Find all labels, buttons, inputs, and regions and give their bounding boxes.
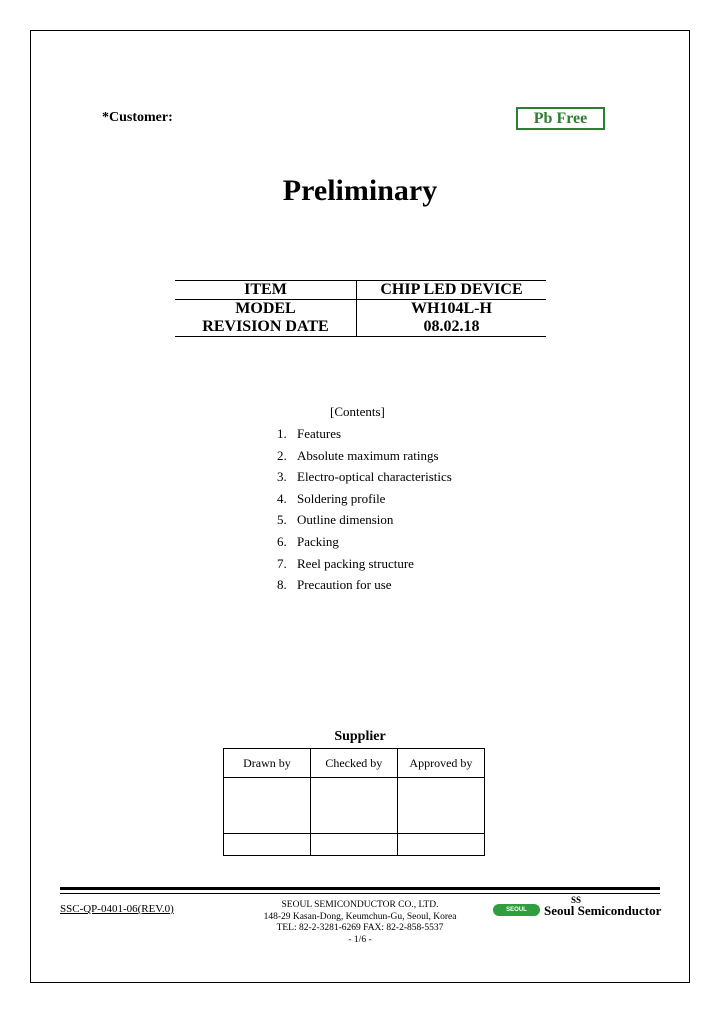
info-label: ITEM bbox=[175, 281, 357, 300]
company-name: SEOUL SEMICONDUCTOR CO., LTD. bbox=[281, 900, 439, 910]
info-value: CHIP LED DEVICE bbox=[357, 281, 547, 300]
info-row bbox=[175, 281, 546, 300]
list-item bbox=[277, 533, 452, 555]
customer-label: *Customer: bbox=[102, 110, 173, 125]
contents-title: [Contents] bbox=[330, 404, 385, 419]
item-label: Outline dimension bbox=[297, 512, 394, 528]
company-logo-text: Seoul Semiconductor bbox=[544, 903, 662, 918]
item-number: 1. bbox=[277, 426, 287, 441]
item-number: 3. bbox=[277, 469, 287, 485]
supplier-table bbox=[223, 748, 485, 856]
list-item bbox=[277, 468, 452, 490]
item-label: Soldering profile bbox=[297, 490, 386, 506]
info-value: WH104L-H bbox=[411, 300, 492, 317]
item-number: 4. bbox=[277, 490, 287, 506]
item-label: Absolute maximum ratings bbox=[297, 447, 439, 463]
drawn-by-signature bbox=[224, 778, 311, 834]
seoul-logo-icon: SEOUL bbox=[493, 904, 540, 916]
item-number: 6. bbox=[277, 533, 287, 549]
checked-by-header: Checked by bbox=[310, 749, 397, 778]
info-label: MODEL bbox=[175, 300, 357, 319]
item-label: Reel packing structure bbox=[297, 555, 414, 571]
list-item bbox=[277, 555, 452, 577]
item-number: 2. bbox=[277, 447, 287, 463]
page-number: - 1/6 - bbox=[348, 934, 372, 945]
list-item bbox=[277, 447, 452, 469]
item-number: 5. bbox=[277, 512, 287, 528]
footer-rule-thick bbox=[60, 887, 660, 890]
item-label: Packing bbox=[297, 533, 339, 549]
checked-by-signature bbox=[310, 778, 397, 834]
item-number: 8. bbox=[277, 577, 287, 593]
page-title: Preliminary bbox=[282, 174, 438, 207]
info-row bbox=[175, 300, 546, 319]
list-item bbox=[277, 511, 452, 533]
info-label: REVISION DATE bbox=[175, 318, 357, 337]
approved-by-signature bbox=[397, 778, 484, 834]
item-label: Electro-optical characteristics bbox=[297, 469, 452, 485]
document-code: SSC-QP-0401-06(REV.0) bbox=[60, 903, 174, 915]
pb-free-badge: Pb Free bbox=[516, 107, 605, 130]
company-address: 148-29 Kasan-Dong, Keumchun-Gu, Seoul, Korea bbox=[263, 911, 457, 922]
contents-list bbox=[277, 425, 452, 598]
list-item bbox=[277, 425, 452, 447]
approved-by-date bbox=[397, 834, 484, 856]
drawn-by-header: Drawn by bbox=[224, 749, 311, 778]
approved-by-header: Approved by bbox=[397, 749, 484, 778]
list-item bbox=[277, 576, 452, 598]
drawn-by-date bbox=[224, 834, 311, 856]
list-item bbox=[277, 490, 452, 512]
item-label: Precaution for use bbox=[297, 577, 392, 593]
info-table bbox=[175, 280, 546, 337]
logo-ss-mark: SS bbox=[571, 895, 582, 905]
supplier-header-row bbox=[224, 749, 485, 778]
item-label: Features bbox=[297, 426, 342, 441]
footer-rule-thin bbox=[60, 893, 660, 894]
checked-by-date bbox=[310, 834, 397, 856]
date-row bbox=[224, 834, 485, 856]
info-value: 08.02.18 bbox=[357, 318, 547, 337]
supplier-title: Supplier bbox=[334, 729, 386, 744]
item-number: 7. bbox=[277, 555, 287, 571]
signature-row bbox=[224, 778, 485, 834]
company-contact: TEL: 82-2-3281-6269 FAX: 82-2-858-5537 bbox=[276, 923, 444, 933]
info-row bbox=[175, 318, 546, 337]
